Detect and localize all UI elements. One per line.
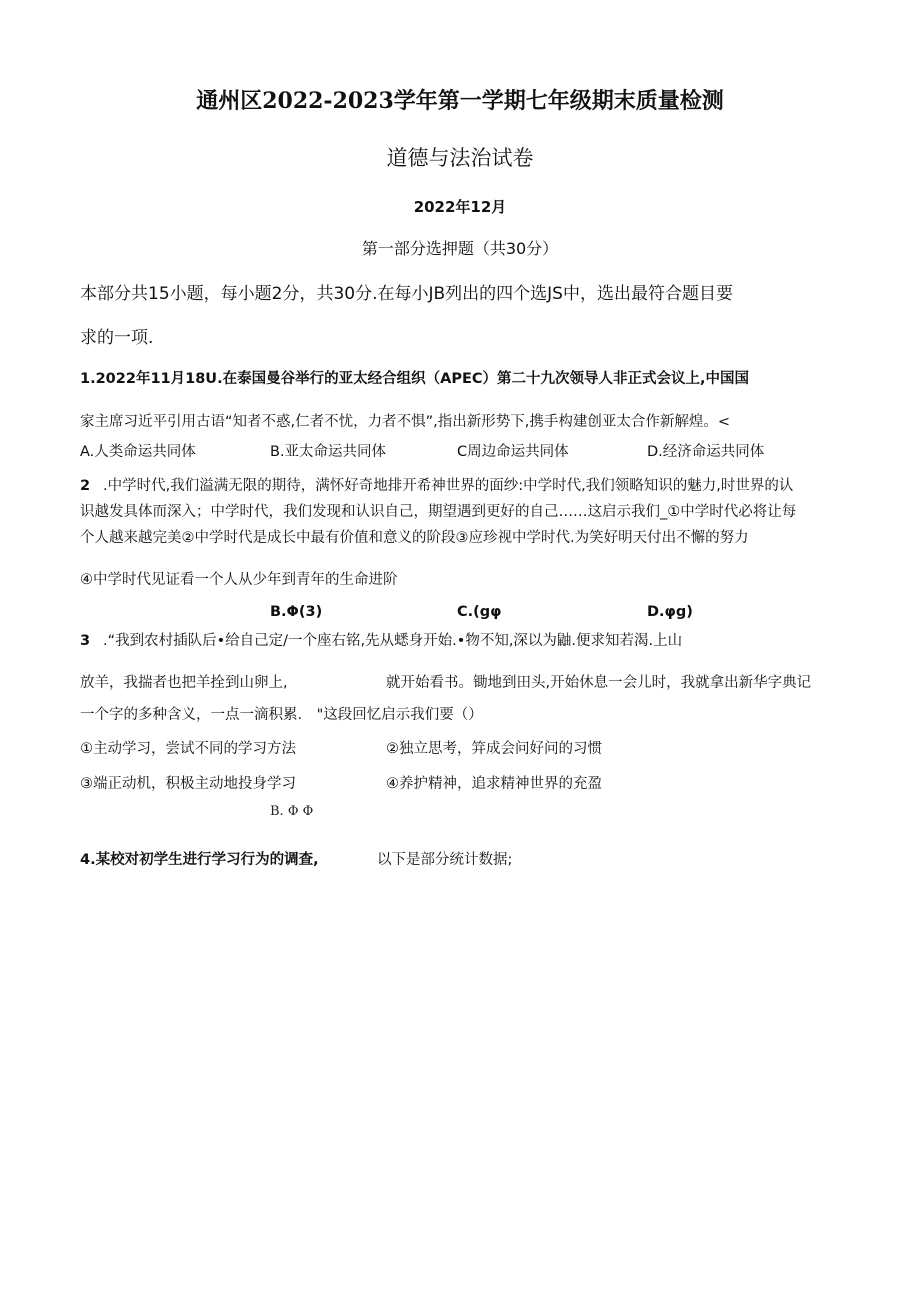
question-2-line-1: .中学时代,我们溢满无限的期待，满怀好奇地排开希神世界的面纱:中学时代,我们领略知识的魅力,时世界的认 <box>103 478 794 494</box>
question-3-item-1: ①主动学习，尝试不同的学习方法 <box>80 741 296 757</box>
question-3-line-1: .“我到农村插队后•给自己定/一个座右铭,先从蟋身开始.•物不知,深以为鼬.便求知若渴.上山 <box>103 633 683 649</box>
question-3-item-2: ②独立思考，笄成会问好问的习惯 <box>386 741 602 757</box>
question-2-line-4: ④中学时代见证看一个人从少年到青年的生命进阶 <box>80 572 398 588</box>
question-4-line-b: 以下是部分统计数据; <box>377 852 513 868</box>
question-3-item-3: ③端正动机，积极主动地投身学习 <box>80 776 296 792</box>
section-intro-line-1: 本部分共15小题，每小题2分，共30分.在每小JB列出的四个选JS中，选出最符合题目要 <box>80 284 733 304</box>
section-intro-line-2: 求的一项. <box>80 328 154 348</box>
exam-title: 通州区2022-2023学年第一学期七年级期末质量检测 <box>196 88 724 114</box>
question-2-option-b: B.Φ(3) <box>270 604 323 620</box>
question-3-line-2a: 放羊，我揣者也把羊拴到山卵上, <box>80 675 288 691</box>
question-2-line-2: 识越发具体而深入；中学时代，我们发现和认识自己，期望遇到更好的自己……这启示我们_①中学时代必将让每 <box>80 504 797 520</box>
question-1-line-1: 1.2022年11月18U.在泰国曼谷举行的亚太经合组织（APEC）第二十九次领导人非正式会议上,中国国 <box>80 371 749 387</box>
question-3-item-4: ④养护精神，追求精神世界的充盈 <box>386 776 602 792</box>
exam-subject: 道德与法治试卷 <box>386 146 534 170</box>
question-1-option-d: D.经济命运共同体 <box>647 444 765 460</box>
question-2-option-c: C.(gφ <box>457 604 502 620</box>
question-3-line-3: 一个字的多种含义，一点一滴积累. "这段回忆启示我们要（） <box>80 707 483 723</box>
question-2-option-d: D.φg) <box>647 604 693 620</box>
question-2-number: 2 <box>80 478 91 494</box>
question-3-line-2b: 就开始看书。锄地到田头,开始休息一会儿时，我就拿出新华字典记 <box>386 675 812 691</box>
question-4-line-a: 4.某校对初学生进行学习行为的调查, <box>80 852 319 868</box>
question-1-option-b: B.亚太命运共同体 <box>270 444 387 460</box>
question-1-line-2: 家主席习近平引用古语“知者不惑,仁者不忧，力者不惧”,指出新形势下,携手构建创亚太合作新解煌。< <box>80 414 730 430</box>
question-3-option-b: B. Φ Φ <box>270 804 314 819</box>
question-2-line-3: 个人越来越完美②中学时代是成长中最有价值和意义的阶段③应珍视中学时代.为笑好明天付出不懈的努力 <box>80 530 749 546</box>
question-1-option-a: A.人类命运共同体 <box>80 444 196 460</box>
question-1-option-c: C周边命运共同体 <box>457 444 569 460</box>
question-3-number: 3 <box>80 633 91 649</box>
section-title: 第一部分选押题（共30分） <box>361 239 559 258</box>
exam-date: 2022年12月 <box>413 198 507 216</box>
